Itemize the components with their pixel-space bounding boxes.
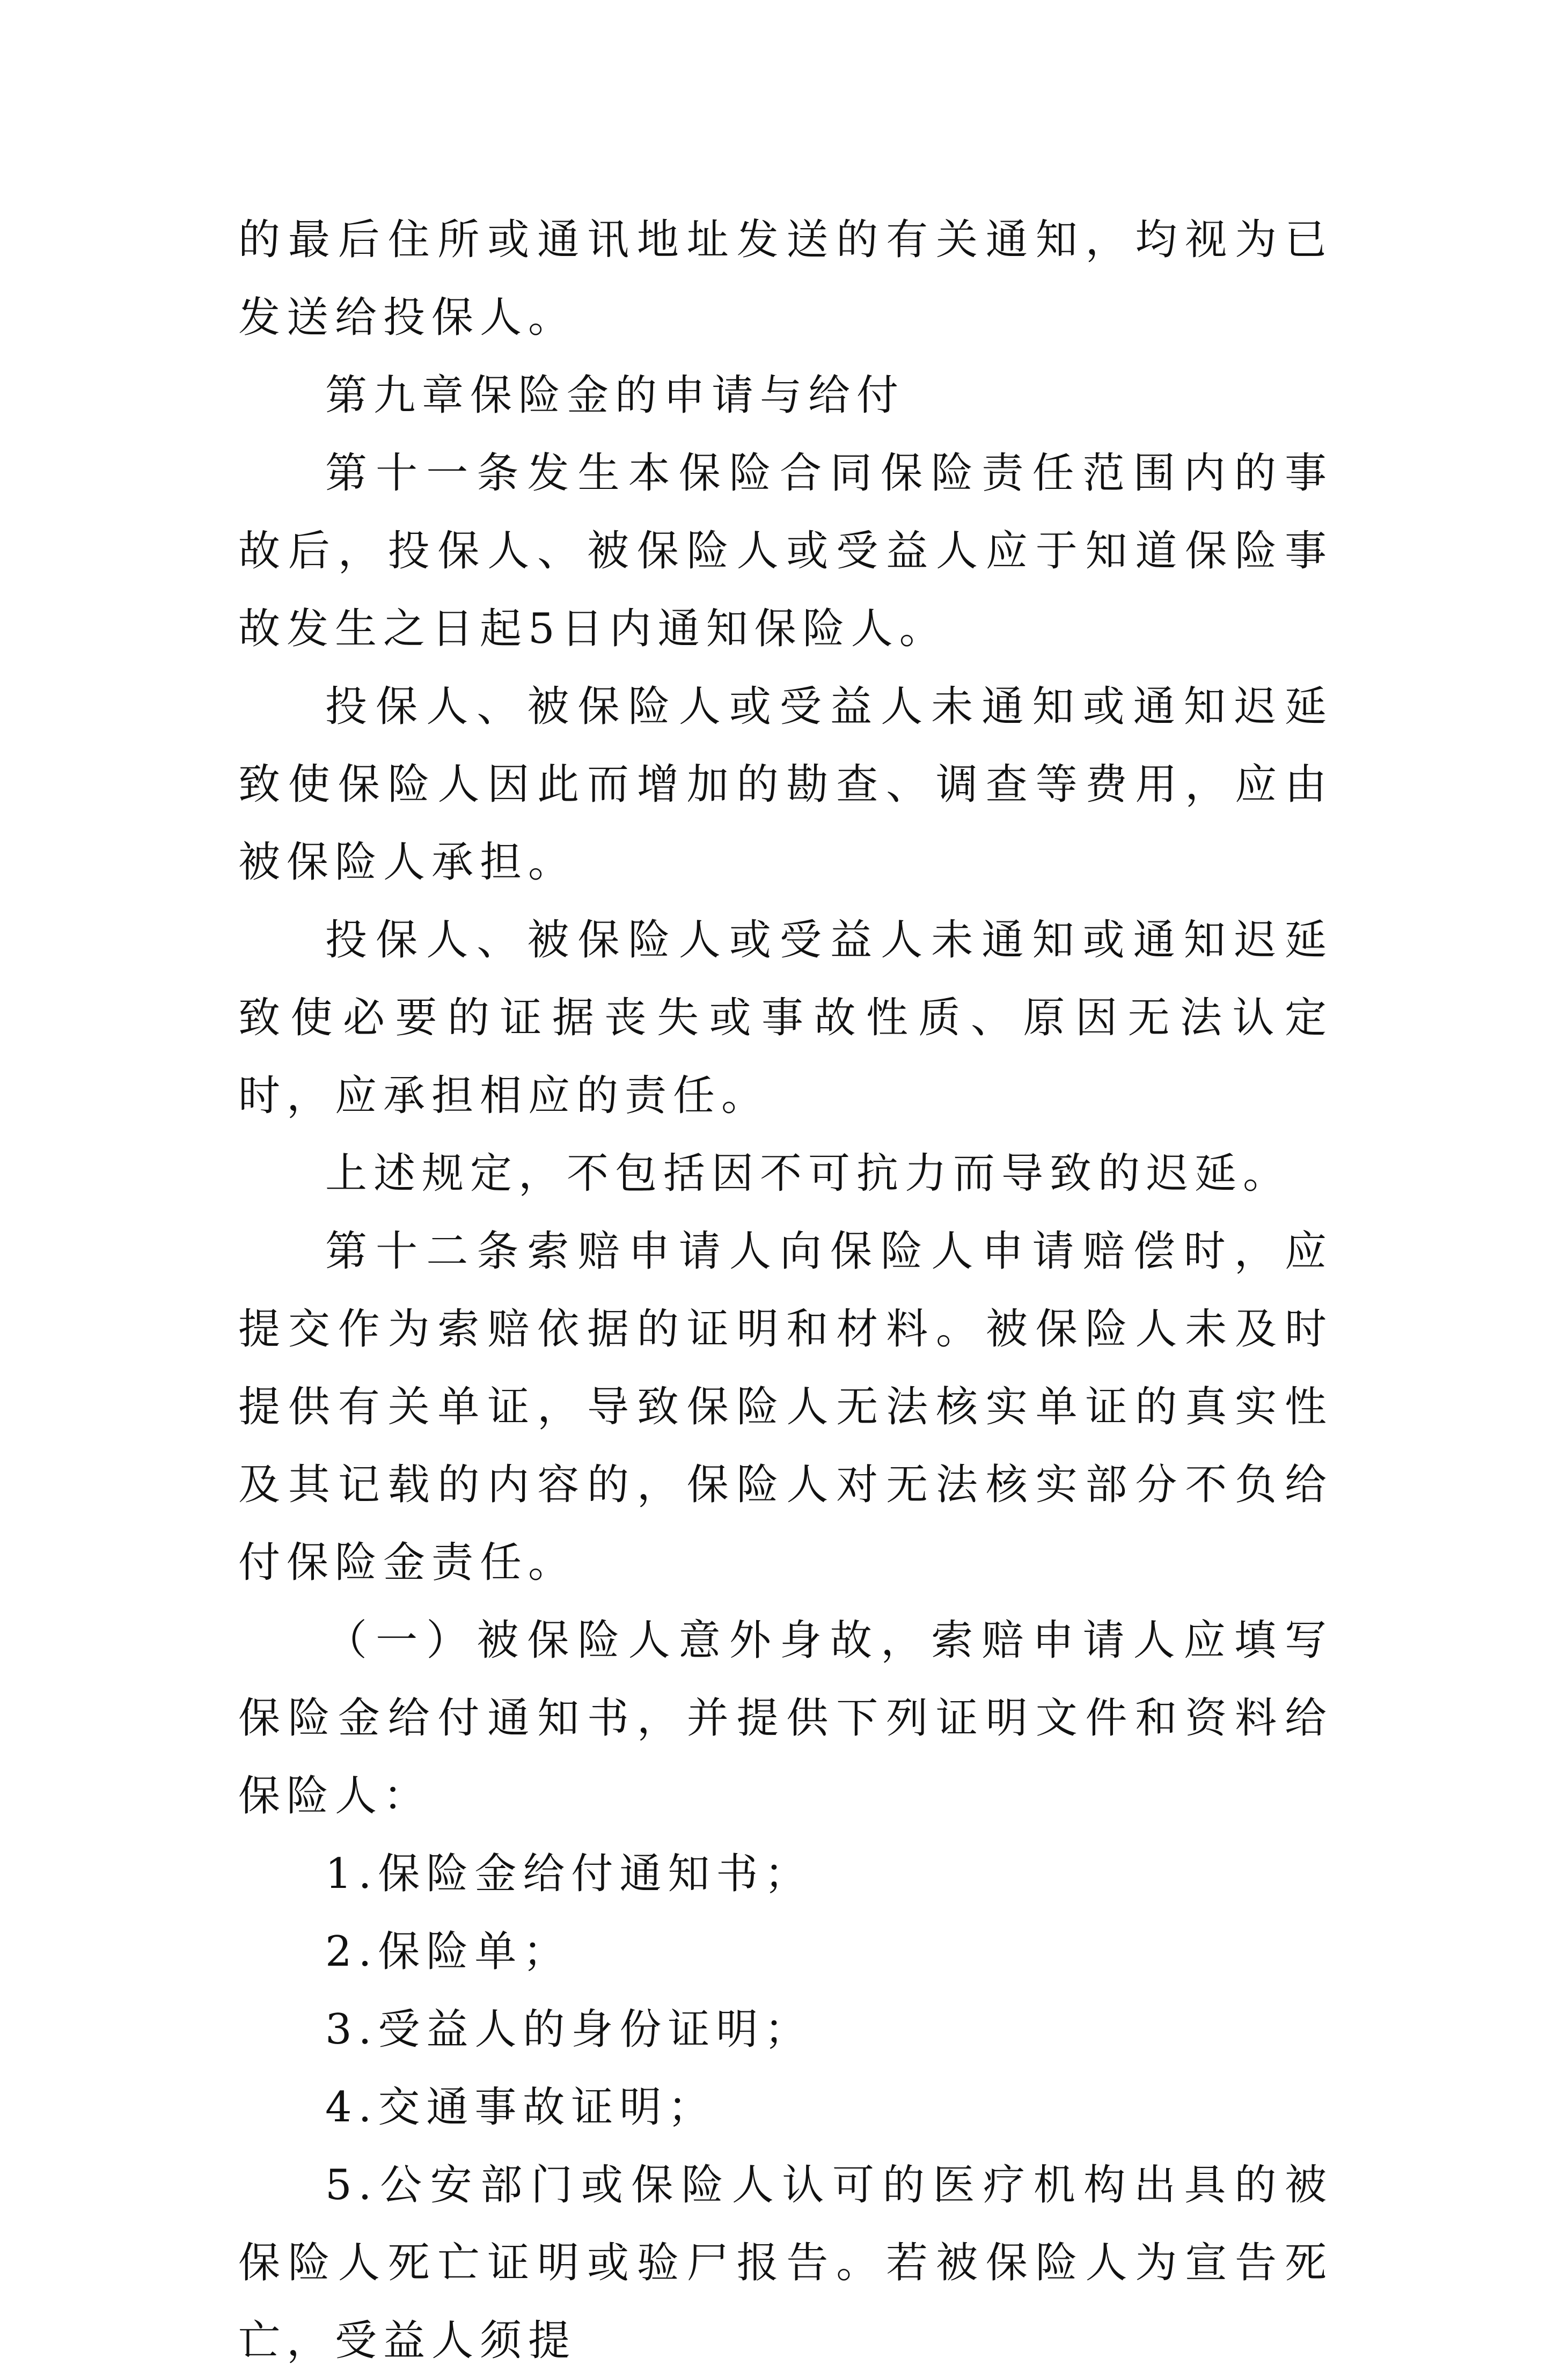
list-item-5: 5.公安部门或保险人认可的医疗机构出具的被保险人死亡证明或验尸报告。若被保险人为宣告死亡，受益人须提	[238, 2161, 1333, 2365]
list-item-2: 2.保险单；	[325, 1928, 572, 1976]
article-11: 第十一条发生本保险合同保险责任范围内的事故后，投保人、被保险人或受益人应于知道保险事故发生之日起5日内通知保险人。	[238, 449, 1333, 653]
paragraph-notice-end: 的最后住所或通讯地址发送的有关通知，均视为已发送给投保人。	[238, 216, 1333, 342]
list-item-4: 4.交通事故证明；	[325, 2083, 716, 2132]
article-12: 第十二条索赔申请人向保险人申请赔偿时，应提交作为索赔依据的证明和材料。被保险人未及时提供有关单证，导致保险人无法核实单证的真实性及其记载的内容的，保险人对无法核实部分不负给付保险金责任。	[238, 1227, 1333, 1587]
list-item-3: 3.受益人的身份证明；	[325, 2005, 813, 2054]
document-body	[238, 201, 1333, 2380]
paragraph-force-majeure: 上述规定，不包括因不可抗力而导致的迟延。	[325, 1149, 1292, 1198]
paragraph-cost-liability: 投保人、被保险人或受益人未通知或通知迟延致使保险人因此而增加的勘查、调查等费用，应由被保险人承担。	[238, 683, 1333, 887]
chapter-heading: 第九章保险金的申请与给付	[325, 371, 905, 420]
clause-accidental-death: （一）被保险人意外身故，索赔申请人应填写保险金给付通知书，并提供下列证明文件和资料给保险人：	[238, 1616, 1333, 1820]
list-item-1: 1.保险金给付通知书；	[325, 1850, 813, 1898]
paragraph-evidence-liability: 投保人、被保险人或受益人未通知或通知迟延致使必要的证据丧失或事故性质、原因无法认定时，应承担相应的责任。	[238, 916, 1333, 1120]
